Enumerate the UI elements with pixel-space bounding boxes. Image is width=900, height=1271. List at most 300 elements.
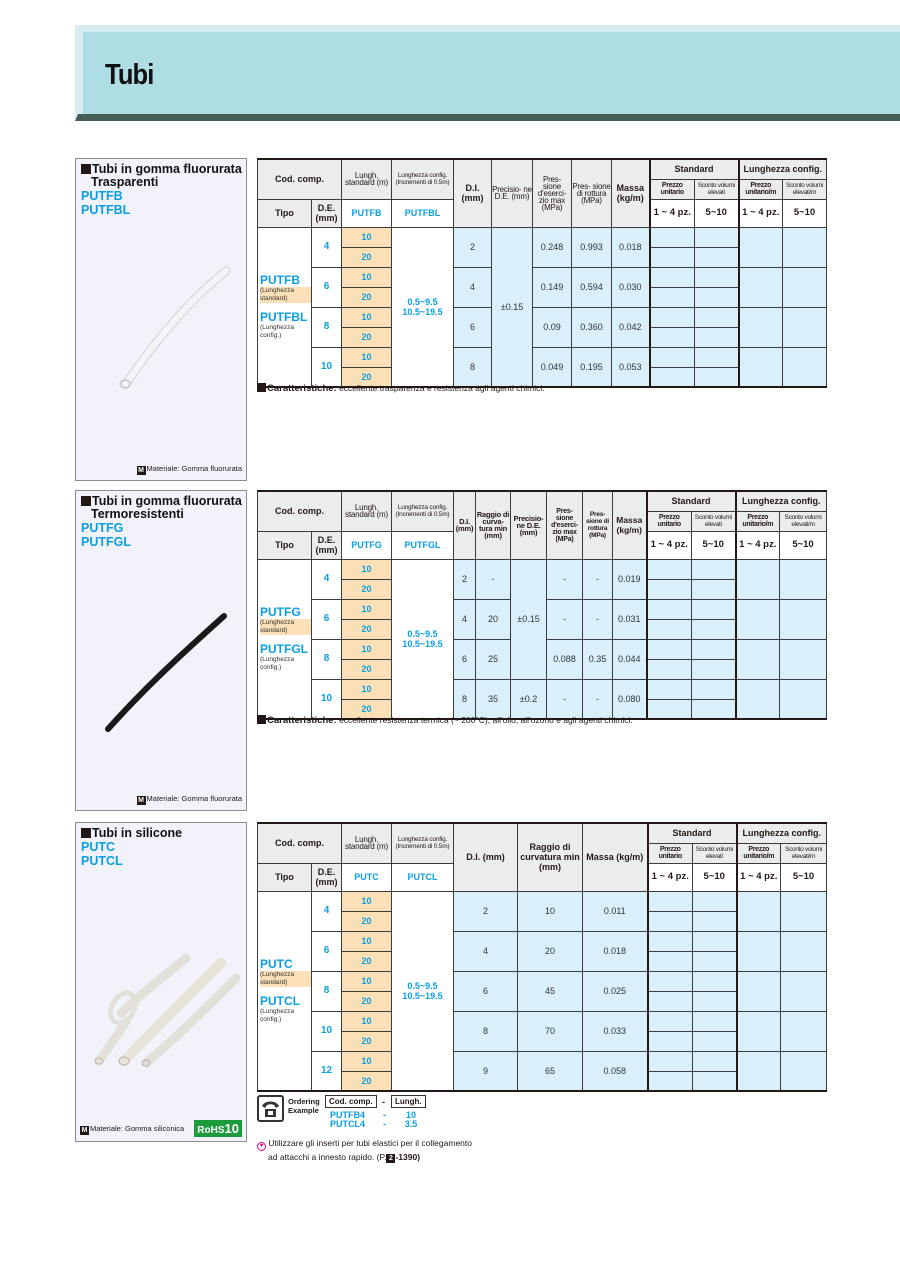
product-code: PUTFB	[81, 189, 123, 203]
header-massa: Massa (kg/m)	[613, 491, 647, 559]
header-pressione-rottura: Pres- sione di rottura (MPa)	[583, 491, 613, 559]
table-row	[258, 971, 827, 991]
bullet-square-icon	[81, 164, 91, 174]
length-cell: 10	[342, 267, 392, 287]
header-precisione: Precisio- ne D.E. (mm)	[511, 491, 547, 559]
price-unit-cell[interactable]	[648, 931, 693, 951]
header-raggio: Raggio di curva- tura min (mm)	[476, 491, 511, 559]
tipo-note: (Lunghezza config.)	[260, 655, 294, 671]
price-unit-cell[interactable]	[650, 347, 695, 367]
length-cell: 10	[342, 639, 392, 659]
ordering-label-line2: Example	[288, 1106, 319, 1115]
raggio-cell: -	[476, 559, 511, 599]
length-cell: 20	[342, 951, 392, 971]
tipo-code: PUTFG	[260, 604, 301, 619]
length-cell: 20	[342, 659, 392, 679]
length-cell: 20	[342, 1031, 392, 1051]
length-cell: 10	[342, 1011, 392, 1031]
pressione-rottura-cell: 0.594	[572, 267, 612, 307]
header-sconto-volumi: Sconto volumi elevati	[692, 511, 736, 531]
material-icon: M	[138, 467, 144, 474]
price-volume-cell[interactable]	[695, 247, 739, 267]
di-cell: 8	[454, 1011, 518, 1051]
length-cell: 20	[342, 247, 392, 267]
config-price-unit-cell[interactable]	[736, 559, 780, 599]
di-cell: 2	[454, 227, 492, 267]
di-cell: 2	[454, 891, 518, 931]
price-unit-cell[interactable]	[648, 1071, 693, 1091]
price-volume-cell[interactable]	[695, 227, 739, 247]
page-ref[interactable]: -1390)	[395, 1152, 421, 1162]
tipo-code: PUTC	[260, 956, 293, 971]
ordering-col-code: Cod. comp.	[325, 1095, 377, 1108]
config-price-volume-cell[interactable]	[781, 931, 827, 971]
tipo-code: PUTFBL	[260, 309, 308, 324]
de-cell: 10	[312, 679, 342, 719]
product-panel-putc	[75, 822, 247, 1142]
header-raggio: Raggio di curvatura min (mm)	[518, 823, 583, 891]
header-lungh-config-price: Lunghezza config.	[736, 491, 827, 511]
di-cell: 8	[454, 347, 492, 387]
tipo-note: (Lunghezza config.)	[260, 1007, 294, 1023]
config-range: 0.5~9.5	[407, 628, 438, 639]
pressione-esercizio-cell: 0.049	[533, 347, 572, 387]
price-volume-cell[interactable]	[693, 1071, 737, 1091]
price-unit-cell[interactable]	[650, 307, 695, 327]
characteristics-label: Caratteristiche:	[267, 383, 337, 394]
bullet-square-icon	[81, 496, 91, 506]
header-lungh-standard: Lungh. standard (m)	[342, 823, 392, 863]
de-cell: 12	[312, 1051, 342, 1091]
header-prezzo-unitario: Prezzo unitario	[650, 179, 695, 199]
product-code: PUTFBL	[81, 203, 131, 217]
length-cell: 20	[342, 699, 392, 719]
bullet-square-icon	[257, 383, 266, 392]
header-pressione-esercizio: Pres- sione d'eserci- zio max (MPa)	[533, 159, 572, 227]
example-code: PUTFB4	[330, 1110, 366, 1120]
config-price-volume-cell[interactable]	[783, 307, 827, 347]
price-volume-cell[interactable]	[695, 347, 739, 367]
price-volume-cell[interactable]	[695, 327, 739, 347]
header-cod-comp: Cod. comp.	[258, 159, 342, 199]
precisione-cell: ±0.2	[511, 679, 547, 719]
header-prezzo-unitario-m: Prezzo unitario/m	[739, 179, 783, 199]
tip-note	[257, 1137, 472, 1163]
table-row	[258, 307, 827, 327]
material-icon: M	[138, 797, 144, 804]
qty-1-4: 1 ~ 4 pz.	[650, 199, 695, 227]
pressione-esercizio-cell: -	[547, 599, 583, 639]
product-title-line2: Termoresistenti	[91, 507, 184, 521]
price-volume-cell[interactable]	[692, 699, 736, 719]
length-cell: 10	[342, 971, 392, 991]
config-price-volume-cell[interactable]	[783, 267, 827, 307]
material-text: Materiale: Gomma fluorurata	[146, 794, 242, 803]
header-de: D.E. (mm)	[312, 199, 342, 227]
table-row	[258, 227, 827, 247]
pressione-esercizio-cell: -	[547, 679, 583, 719]
de-cell: 8	[312, 639, 342, 679]
price-unit-cell[interactable]	[650, 227, 695, 247]
precisione-cell: ±0.15	[511, 559, 547, 679]
config-range: 10.5~19.5	[402, 990, 443, 1001]
price-unit-cell[interactable]	[650, 267, 695, 287]
config-price-volume-cell[interactable]	[783, 227, 827, 267]
pressione-rottura-cell: 0.195	[572, 347, 612, 387]
header-cod-comp: Cod. comp.	[258, 491, 342, 531]
header-di: D.I. (mm)	[454, 159, 492, 227]
price-unit-cell[interactable]	[648, 1051, 693, 1071]
length-cell: 20	[342, 911, 392, 931]
price-volume-cell[interactable]	[692, 679, 736, 699]
length-cell: 10	[342, 891, 392, 911]
config-range: 10.5~19.5	[402, 306, 443, 317]
length-cell: 20	[342, 327, 392, 347]
length-cell: 20	[342, 619, 392, 639]
header-standard: Standard	[650, 159, 739, 179]
pressione-esercizio-cell: -	[547, 559, 583, 599]
config-price-volume-cell[interactable]	[783, 347, 827, 387]
header-lungh-config-price: Lunghezza config.	[739, 159, 827, 179]
banner-fill	[83, 32, 900, 114]
header-lungh-config: Lunghezza config. (Incrementi di 0.5m)	[392, 159, 454, 199]
di-cell: 4	[454, 599, 476, 639]
tipo-code: PUTFGL	[260, 641, 308, 656]
characteristics-text: eccellente trasparenza e resistenza agli agenti chimici.	[339, 383, 545, 393]
price-unit-cell[interactable]	[648, 971, 693, 991]
spec-table-putfb	[257, 158, 827, 388]
product-title	[81, 163, 242, 217]
length-cell: 20	[342, 287, 392, 307]
characteristics-label: Caratteristiche:	[267, 715, 337, 726]
header-lungh-config: Lunghezza config. (Incrementi di 0.5m)	[392, 491, 454, 531]
price-unit-cell[interactable]	[647, 699, 692, 719]
header-sconto-volumi: Sconto volumi elevati	[695, 179, 739, 199]
product-title-line2: Trasparenti	[91, 175, 159, 189]
example-dash: -	[383, 1110, 386, 1120]
raggio-cell: 35	[476, 679, 511, 719]
header-lungh-config: Lunghezza config. (Incrementi di 0.5m)	[392, 823, 454, 863]
qty-1-4: 1 ~ 4 pz.	[736, 531, 780, 559]
table-row	[258, 891, 827, 911]
raggio-cell: 45	[518, 971, 583, 1011]
raggio-cell: 25	[476, 639, 511, 679]
qty-5-10: 5~10	[780, 531, 827, 559]
price-volume-cell[interactable]	[692, 599, 736, 619]
header-sconto-volumi-m: Sconto volumi elevati/m	[783, 179, 827, 199]
product-title	[81, 827, 182, 868]
header-lungh-config-price: Lunghezza config.	[737, 823, 827, 843]
product-title-line1: Tubi in gomma fluorurata	[92, 494, 242, 508]
tipo-code: PUTCL	[260, 993, 300, 1008]
config-range: 0.5~9.5	[407, 980, 438, 991]
example-code: PUTCL4	[330, 1119, 366, 1129]
config-price-volume-cell[interactable]	[781, 971, 827, 1011]
ordering-example-row	[330, 1119, 421, 1129]
price-unit-cell[interactable]	[647, 619, 692, 639]
product-title-line1: Tubi in silicone	[92, 826, 183, 840]
page-box: 2	[386, 1154, 395, 1163]
de-cell: 6	[312, 599, 342, 639]
config-price-unit-cell[interactable]	[739, 267, 783, 307]
header-de: D.E. (mm)	[312, 531, 342, 559]
tipo-note: (Lunghezza config.)	[260, 323, 294, 339]
tipo-code: PUTFB	[260, 272, 300, 287]
length-cell: 20	[342, 367, 392, 387]
tipo-cell	[258, 227, 312, 387]
table-row	[258, 1051, 827, 1071]
di-cell: 8	[454, 679, 476, 719]
material-note	[80, 1124, 184, 1135]
config-price-unit-cell[interactable]	[736, 639, 780, 679]
pressione-rottura-cell: -	[583, 559, 613, 599]
config-price-unit-cell[interactable]	[739, 227, 783, 267]
length-cell: 10	[342, 599, 392, 619]
price-volume-cell[interactable]	[695, 367, 739, 387]
config-price-volume-cell[interactable]	[781, 891, 827, 931]
pressione-rottura-cell: 0.993	[572, 227, 612, 267]
header-pressione-esercizio: Pres- sione d'eserci- zio max (MPa)	[547, 491, 583, 559]
di-cell: 4	[454, 931, 518, 971]
product-code: PUTFG	[81, 521, 124, 535]
header-lungh-standard: Lungh. standard (m)	[342, 491, 392, 531]
tipo-note: (Lunghezza standard)	[260, 619, 313, 635]
pressione-esercizio-cell: 0.088	[547, 639, 583, 679]
rohs-label: RoHS	[197, 1125, 225, 1136]
config-price-volume-cell[interactable]	[780, 599, 827, 639]
price-volume-cell[interactable]	[693, 951, 737, 971]
price-unit-cell[interactable]	[648, 891, 693, 911]
header-code-standard: PUTC	[342, 863, 392, 891]
bullet-square-icon	[81, 828, 91, 838]
product-panel-putfb	[75, 158, 247, 481]
material-note	[137, 794, 242, 805]
title-banner	[75, 25, 900, 121]
price-volume-cell[interactable]	[693, 971, 737, 991]
price-volume-cell[interactable]	[693, 911, 737, 931]
characteristics-note	[257, 383, 545, 394]
de-cell: 6	[312, 267, 342, 307]
length-cell: 20	[342, 1071, 392, 1091]
di-cell: 6	[454, 639, 476, 679]
table-row	[258, 1011, 827, 1031]
material-text: Materiale: Gomma fluorurata	[146, 464, 242, 473]
header-tipo: Tipo	[258, 863, 312, 891]
header-prezzo-unitario-m: Prezzo unitario/m	[736, 511, 780, 531]
config-price-unit-cell[interactable]	[737, 1051, 781, 1091]
config-price-unit-cell[interactable]	[736, 679, 780, 719]
raggio-cell: 65	[518, 1051, 583, 1091]
price-unit-cell[interactable]	[647, 559, 692, 579]
config-price-volume-cell[interactable]	[780, 639, 827, 679]
price-volume-cell[interactable]	[692, 639, 736, 659]
massa-cell: 0.080	[613, 679, 647, 719]
header-code-config: PUTCL	[392, 863, 454, 891]
header-massa: Massa (kg/m)	[583, 823, 648, 891]
material-note	[137, 464, 242, 475]
pressione-esercizio-cell: 0.09	[533, 307, 572, 347]
price-volume-cell[interactable]	[695, 307, 739, 327]
raggio-cell: 20	[518, 931, 583, 971]
header-prezzo-unitario-m: Prezzo unitario/m	[737, 843, 781, 863]
product-panel-putfg	[75, 490, 247, 811]
price-unit-cell[interactable]	[647, 639, 692, 659]
price-unit-cell[interactable]	[647, 599, 692, 619]
price-volume-cell[interactable]	[693, 991, 737, 1011]
price-unit-cell[interactable]	[650, 287, 695, 307]
di-cell: 6	[454, 307, 492, 347]
header-prezzo-unitario: Prezzo unitario	[648, 843, 693, 863]
length-cell: 20	[342, 991, 392, 1011]
price-unit-cell[interactable]	[648, 1031, 693, 1051]
price-unit-cell[interactable]	[650, 247, 695, 267]
massa-cell: 0.011	[583, 891, 648, 931]
pressione-rottura-cell: 0.35	[583, 639, 613, 679]
header-standard: Standard	[648, 823, 737, 843]
pressione-rottura-cell: 0.360	[572, 307, 612, 347]
length-cell: 10	[342, 559, 392, 579]
di-cell: 4	[454, 267, 492, 307]
product-code: PUTCL	[81, 854, 123, 868]
config-price-volume-cell[interactable]	[780, 559, 827, 599]
length-cell: 10	[342, 679, 392, 699]
material-icon: M	[81, 1127, 88, 1134]
price-unit-cell[interactable]	[650, 367, 695, 387]
config-price-volume-cell[interactable]	[780, 679, 827, 719]
header-massa: Massa (kg/m)	[612, 159, 650, 227]
header-di: D.I. (mm)	[454, 491, 476, 559]
table-row	[258, 267, 827, 287]
raggio-cell: 70	[518, 1011, 583, 1051]
di-cell: 9	[454, 1051, 518, 1091]
price-unit-cell[interactable]	[648, 991, 693, 1011]
qty-1-4: 1 ~ 4 pz.	[647, 531, 692, 559]
rohs-number: 10	[224, 1121, 239, 1136]
phone-icon	[257, 1095, 284, 1122]
header-cod-comp: Cod. comp.	[258, 823, 342, 863]
pressione-rottura-cell: -	[583, 679, 613, 719]
example-length: 10	[405, 1110, 416, 1120]
length-cell: 10	[342, 347, 392, 367]
config-price-unit-cell[interactable]	[736, 599, 780, 639]
page-title: Tubi	[105, 59, 154, 91]
ordering-label	[288, 1097, 320, 1115]
length-cell: 10	[342, 227, 392, 247]
tipo-note: (Lunghezza standard)	[260, 971, 313, 987]
pressione-esercizio-cell: 0.149	[533, 267, 572, 307]
price-volume-cell[interactable]	[692, 579, 736, 599]
price-volume-cell[interactable]	[692, 659, 736, 679]
price-unit-cell[interactable]	[650, 327, 695, 347]
de-cell: 10	[312, 1011, 342, 1051]
qty-5-10: 5~10	[695, 199, 739, 227]
example-length: 3.5	[404, 1119, 418, 1129]
product-title	[81, 495, 242, 549]
price-unit-cell[interactable]	[648, 951, 693, 971]
price-volume-cell[interactable]	[695, 287, 739, 307]
black-tube-image	[96, 611, 236, 741]
de-cell: 8	[312, 971, 342, 1011]
de-cell: 4	[312, 559, 342, 599]
header-tipo: Tipo	[258, 531, 312, 559]
de-cell: 8	[312, 307, 342, 347]
qty-1-4: 1 ~ 4 pz.	[737, 863, 781, 891]
config-price-volume-cell[interactable]	[781, 1051, 827, 1091]
price-volume-cell[interactable]	[693, 1051, 737, 1071]
table-row	[258, 347, 827, 367]
tip-icon: ♥	[257, 1142, 266, 1151]
ordering-dash: -	[382, 1097, 385, 1107]
massa-cell: 0.025	[583, 971, 648, 1011]
price-volume-cell[interactable]	[693, 1011, 737, 1031]
header-lungh-standard: Lungh. standard (m)	[342, 159, 392, 199]
de-cell: 4	[312, 227, 342, 267]
header-code-standard: PUTFG	[342, 531, 392, 559]
price-unit-cell[interactable]	[647, 579, 692, 599]
price-volume-cell[interactable]	[693, 1031, 737, 1051]
product-code: PUTFGL	[81, 535, 131, 549]
config-price-unit-cell[interactable]	[737, 931, 781, 971]
config-price-unit-cell[interactable]	[737, 891, 781, 931]
characteristics-note	[257, 715, 633, 726]
qty-1-4: 1 ~ 4 pz.	[739, 199, 783, 227]
config-price-unit-cell[interactable]	[739, 307, 783, 347]
price-unit-cell[interactable]	[648, 1011, 693, 1031]
table-row	[258, 931, 827, 951]
config-price-unit-cell[interactable]	[737, 971, 781, 1011]
config-price-volume-cell[interactable]	[781, 1011, 827, 1051]
price-volume-cell[interactable]	[692, 559, 736, 579]
header-sconto-volumi-m: Sconto volumi elevati/m	[780, 511, 827, 531]
price-unit-cell[interactable]	[648, 911, 693, 931]
header-sconto-volumi: Sconto volumi elevati	[693, 843, 737, 863]
precisione-cell: ±0.15	[492, 227, 533, 387]
clear-tube-image	[96, 259, 236, 399]
length-cell: 10	[342, 307, 392, 327]
qty-5-10: 5~10	[693, 863, 737, 891]
config-range-cell	[392, 227, 454, 387]
price-unit-cell[interactable]	[647, 659, 692, 679]
example-dash: -	[383, 1119, 386, 1129]
di-cell: 6	[454, 971, 518, 1011]
pressione-esercizio-cell: 0.248	[533, 227, 572, 267]
table-row	[258, 559, 827, 579]
price-volume-cell[interactable]	[692, 619, 736, 639]
price-volume-cell[interactable]	[695, 267, 739, 287]
length-cell: 20	[342, 579, 392, 599]
qty-5-10: 5~10	[692, 531, 736, 559]
massa-cell: 0.030	[612, 267, 650, 307]
config-price-unit-cell[interactable]	[739, 347, 783, 387]
price-volume-cell[interactable]	[693, 891, 737, 911]
massa-cell: 0.031	[613, 599, 647, 639]
price-unit-cell[interactable]	[647, 679, 692, 699]
massa-cell: 0.018	[583, 931, 648, 971]
qty-5-10: 5~10	[781, 863, 827, 891]
header-precisione: Precisio- ne D.E. (mm)	[492, 159, 533, 227]
tipo-cell	[258, 559, 312, 719]
tipo-cell	[258, 891, 312, 1091]
massa-cell: 0.018	[612, 227, 650, 267]
config-price-unit-cell[interactable]	[737, 1011, 781, 1051]
massa-cell: 0.019	[613, 559, 647, 599]
header-code-standard: PUTFB	[342, 199, 392, 227]
spec-table-putfg	[257, 490, 827, 720]
length-cell: 10	[342, 931, 392, 951]
price-volume-cell[interactable]	[693, 931, 737, 951]
qty-5-10: 5~10	[783, 199, 827, 227]
config-range-cell	[392, 891, 454, 1091]
